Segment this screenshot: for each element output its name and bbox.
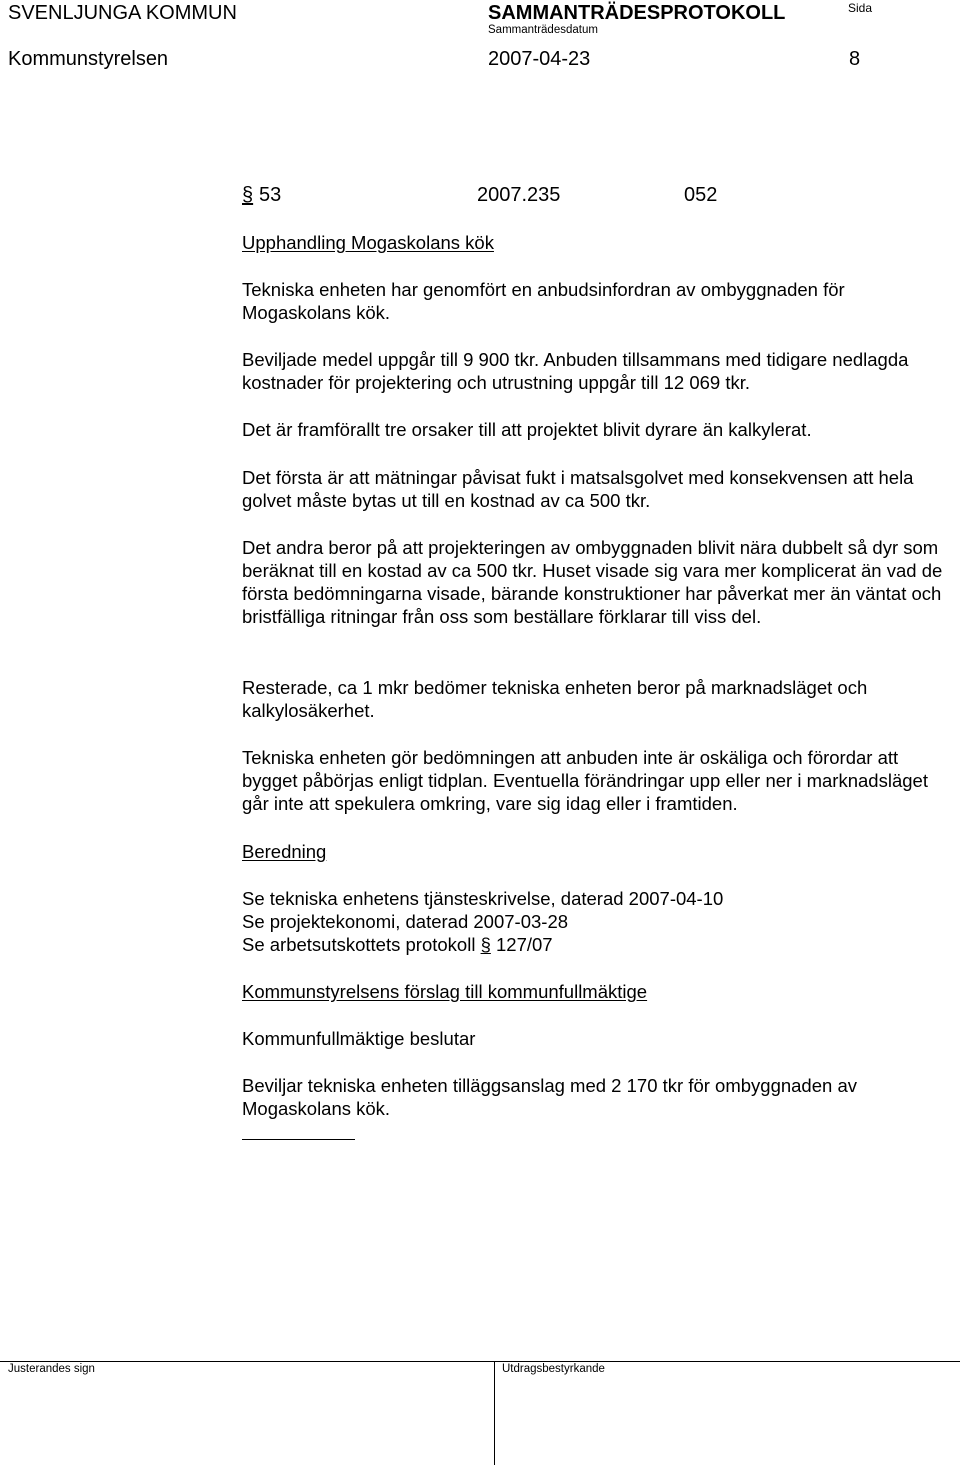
decision-text: Beviljar tekniska enheten tilläggsanslag med 2 170 tkr för ombyggnaden av Mogaskolans kök. bbox=[242, 1075, 857, 1119]
section-number: 53 bbox=[259, 184, 282, 206]
section-symbol: § bbox=[480, 934, 491, 955]
page-label: Sida bbox=[848, 1, 873, 15]
beredning-line-3-ref: 127/07 bbox=[496, 934, 553, 955]
end-of-item-rule bbox=[242, 1139, 355, 1140]
committee-name: Kommunstyrelsen bbox=[8, 48, 169, 70]
case-number: 2007.235 bbox=[477, 184, 561, 206]
footer-rule bbox=[0, 1361, 960, 1362]
adjuster-signature-label: Justerandes sign bbox=[8, 1363, 95, 1375]
footer-divider bbox=[494, 1361, 495, 1465]
paragraph-6: Resterade, ca 1 mkr bedömer tekniska enheten beror på marknadsläget och kalkylosäkerhet. bbox=[242, 677, 868, 721]
paragraph-1: Tekniska enheten har genomfört en anbudsinfordran av ombyggnaden för Mogaskolans kök. bbox=[242, 279, 845, 323]
beredning-line-2: Se projektekonomi, daterad 2007-03-28 bbox=[242, 911, 569, 932]
beredning-line-3 bbox=[242, 933, 553, 956]
beredning-heading: Beredning bbox=[242, 841, 327, 862]
paragraph-5: Det andra beror på att projekteringen av ombyggnaden blivit nära dubbelt så dyr som beräknat till en kostad av ca 500 tkr. Huset visade sig vara mer komplicerat än vad de första bedömningarna visade, bärande konstruktioner har påverkat mer än väntat och bristfälliga ritningar från oss som beställare förklarar till viss del. bbox=[242, 537, 943, 627]
proposal-heading: Kommunstyrelsens förslag till kommunfullmäktige bbox=[242, 981, 648, 1002]
document-type: SAMMANTRÄDESPROTOKOLL bbox=[488, 2, 786, 24]
paragraph-4: Det första är att mätningar påvisat fukt i matsalsgolvet med konsekvensen att hela golvet måste bytas ut till en kostnad av ca 500 tkr. bbox=[242, 467, 914, 511]
decision-heading: Kommunfullmäktige beslutar bbox=[242, 1028, 476, 1049]
page-number: 8 bbox=[849, 48, 861, 70]
item-title: Upphandling Mogaskolans kök bbox=[242, 232, 494, 253]
beredning-line-1: Se tekniska enhetens tjänsteskrivelse, daterad 2007-04-10 bbox=[242, 888, 724, 909]
paragraph-2: Beviljade medel uppgår till 9 900 tkr. Anbuden tillsammans med tidigare nedlagda kostnader för projektering och utrustning uppgår till 12 069 tkr. bbox=[242, 349, 909, 393]
paragraph-7: Tekniska enheten gör bedömningen att anbuden inte är oskäliga och förordar att bygget påbörjas enligt tidplan. Eventuella förändringar upp eller ner i marknadsläget går inte att spekulera omkring, vare sig idag eller i framtiden. bbox=[242, 747, 928, 814]
section-symbol: § bbox=[242, 184, 254, 206]
paragraph-3: Det är framförallt tre orsaker till att projektet blivit dyrare än kalkylerat. bbox=[242, 419, 812, 440]
beredning-line-3-prefix: Se arbetsutskottets protokoll bbox=[242, 934, 476, 955]
extract-certification-label: Utdragsbestyrkande bbox=[502, 1363, 605, 1375]
organisation-name: SVENLJUNGA KOMMUN bbox=[8, 2, 237, 24]
meeting-date: 2007-04-23 bbox=[488, 48, 591, 70]
case-code: 052 bbox=[684, 184, 718, 206]
meeting-date-label: Sammanträdesdatum bbox=[488, 24, 598, 36]
